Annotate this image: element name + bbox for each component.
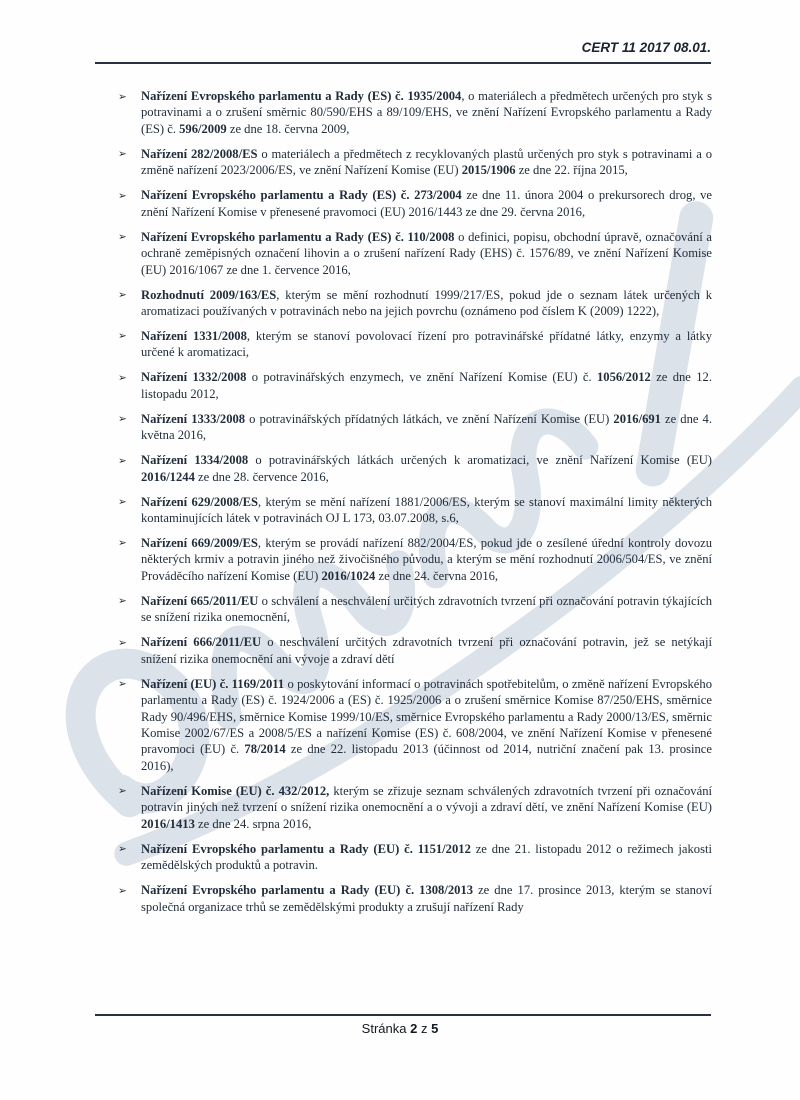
regulation-title: 2016/1024 (321, 568, 376, 583)
regulation-text: , kterým se mění nařízení 1881/2006/ES, kterým se stanoví maximální limity některých kontaminujících látek v potravinách OJ L 173, 03.07.2008, s.6, (141, 494, 713, 526)
regulation-text: o neschválení určitých zdravotních tvrzení při označování potravin, jež se netýkají snížení rizika onemocnění ani vývoje a zdraví dětí (141, 635, 713, 666)
regulation-text: ze dne 22. října 2015, (515, 163, 628, 178)
regulation-title: 2016/1244 (141, 469, 195, 484)
arrow-bullet-icon: ➢ (118, 189, 127, 202)
footer-separator: z (420, 1021, 428, 1036)
list-item (118, 535, 712, 584)
regulation-text: , kterým se provádí nařízení 882/2004/ES, pokud jde o zesílené úřední kontroly dovozu některých krmiv a potravin jiného než živočišného původu, a kterým se mění rozhodnutí 2006/504/ES, ve znění Prováděcího nařízení Komise (EU) (141, 535, 713, 583)
regulation-text: o materiálech a předmětech z recyklovaných plastů určených pro styk s potravinami a o změně nařízení 2023/2006/ES, ve znění Nařízení Komise (EU) (141, 146, 712, 178)
regulation-list (118, 88, 712, 915)
regulation-text: o schválení a neschválení určitých zdravotních tvrzení při označování potravin týkajících se snížení rizika onemocnění, (141, 593, 712, 625)
regulation-text: ze dne 11. února 2004 o prekursorech drog, ve znění Nařízení Komise v přenesené pravomoci (EU) 2016/1443 ze dne 29. června 2016, (141, 188, 712, 219)
arrow-bullet-icon: ➢ (118, 678, 127, 691)
regulation-title: Nařízení Evropského parlamentu a Rady (ES) č. 110/2008 (141, 229, 455, 244)
list-item (118, 593, 712, 626)
list-item (118, 783, 712, 832)
regulation-text: , o materiálech a předmětech určených pro styk s potravinami a o zrušení směrnic 80/590/EHS a 89/109/EHS, ve znění Nařízení Evropského parlamentu a Rady (ES) č. (141, 89, 712, 136)
list-item (118, 882, 712, 915)
list-item (118, 411, 712, 444)
arrow-bullet-icon: ➢ (118, 90, 127, 103)
regulation-text: kterým se zřizuje seznam schválených zdravotních tvrzení při označování potravin jiných než tvrzení o snížení rizika onemocnění a o vývoji a zdraví dětí, ve znění Nařízení Komise (EU) (141, 783, 712, 815)
footer-rule (95, 1014, 711, 1016)
arrow-bullet-icon: ➢ (118, 595, 127, 608)
list-item (118, 676, 712, 775)
regulation-title: 2015/1906 (461, 163, 516, 178)
page-number-footer (0, 1021, 800, 1036)
list-item (118, 452, 712, 485)
regulation-title: Nařízení 282/2008/ES (141, 146, 258, 161)
regulation-text: o potravinářských látkách určených k aromatizaci, ve znění Nařízení Komise (EU) (248, 453, 712, 468)
regulation-text: , kterým se mění rozhodnutí 1999/217/ES, pokud jde o seznam látek určených k aromatizaci používaných v potravinách nebo na jejich povrchu (oznámeno pod číslem K (2009) 1222), (141, 287, 712, 318)
regulation-title: Nařízení 665/2011/EU (141, 593, 259, 608)
regulation-text: ze dne 28. července 2016, (194, 469, 329, 484)
regulation-title: 2016/1413 (141, 816, 195, 831)
list-item (118, 187, 712, 220)
arrow-bullet-icon: ➢ (118, 330, 127, 343)
regulation-text: ze dne 17. prosince 2013, kterým se stanoví společná organizace trhů se zemědělskými produkty a zrušují nařízení Rady (141, 883, 712, 914)
regulation-title: Nařízení 669/2009/ES (141, 535, 258, 550)
arrow-bullet-icon: ➢ (118, 231, 127, 244)
footer-label: Stránka (361, 1021, 407, 1036)
regulation-text: ze dne 24. srpna 2016, (194, 816, 312, 831)
footer-page-total: 5 (431, 1021, 439, 1036)
arrow-bullet-icon: ➢ (118, 884, 127, 897)
regulation-text: ze dne 12. listopadu 2012, (141, 370, 712, 401)
regulation-title: 1056/2012 (596, 370, 651, 385)
regulation-title: Nařízení 1331/2008 (141, 328, 247, 343)
arrow-bullet-icon: ➢ (118, 289, 127, 302)
footer-page-number: 2 (410, 1021, 418, 1036)
list-item (118, 88, 712, 137)
regulation-text: ze dne 24. června 2016, (375, 568, 499, 583)
arrow-bullet-icon: ➢ (118, 785, 127, 798)
regulation-title: Nařízení 1334/2008 (141, 453, 249, 468)
arrow-bullet-icon: ➢ (118, 413, 127, 426)
arrow-bullet-icon: ➢ (118, 496, 127, 509)
list-item (118, 841, 712, 874)
header-doc-code: CERT 11 2017 08.01. (581, 40, 711, 55)
header-rule (95, 62, 711, 64)
list-item (118, 328, 712, 361)
regulation-title: Nařízení Evropského parlamentu a Rady (EU) č. 1151/2012 (141, 841, 471, 856)
list-item (118, 494, 712, 527)
arrow-bullet-icon: ➢ (118, 454, 127, 467)
list-item (118, 229, 712, 278)
regulation-title: Nařízení Evropského parlamentu a Rady (ES) č. 1935/2004 (141, 89, 462, 103)
document-body (118, 88, 712, 924)
regulation-text: ze dne 22. listopadu 2013 (účinnost od 2014, nutriční značení pak 13. prosince 2016), (141, 742, 712, 773)
regulation-title: 596/2009 (179, 121, 227, 136)
list-item (118, 287, 712, 320)
arrow-bullet-icon: ➢ (118, 636, 127, 649)
list-item (118, 634, 712, 667)
regulation-title: Nařízení Komise (EU) č. 432/2012, (141, 783, 330, 798)
regulation-title: Nařízení Evropského parlamentu a Rady (EU) č. 1308/2013 (141, 883, 474, 898)
regulation-title: Nařízení Evropského parlamentu a Rady (ES) č. 273/2004 (141, 188, 462, 203)
regulation-title: Nařízení 629/2008/ES (141, 494, 258, 509)
list-item (118, 146, 712, 179)
regulation-text: o potravinářských přídatných látkách, ve znění Nařízení Komise (EU) (245, 411, 614, 426)
regulation-text: ze dne 18. června 2009, (226, 121, 350, 136)
regulation-title: 2016/691 (613, 411, 661, 426)
regulation-text: o definici, popisu, obchodní úpravě, označování a ochraně zeměpisných označení lihovin a o zrušení nařízení Rady (EHS) č. 1576/89, ve znění Nařízení Komise (EU) 2016/1067 ze dne 1. července 2016, (141, 229, 712, 277)
list-item (118, 369, 712, 402)
regulation-text: o potravinářských enzymech, ve znění Nařízení Komise (EU) č. (246, 370, 597, 385)
regulation-text: o poskytování informací o potravinách spotřebitelům, o změně nařízení Evropského parlamentu a Rady (ES) č. 1924/2006 a (ES) č. 1925/2006 a o zrušení směrnice Komise 87/250/EHS, směrnice Rady 90/496/EHS, směrnice Komise 1999/10/ES, směrnice Evropského parlamentu a Rady 2000/13/ES, směrnic Komise 2002/67/ES a 2008/5/ES a nařízení Komise (ES) č. 608/2004, ve znění Nařízení Komise v přenesené pravomoci (EU) č. (141, 676, 712, 757)
regulation-title: Rozhodnutí 2009/163/ES (141, 287, 277, 302)
regulation-title: 78/2014 (244, 742, 286, 757)
regulation-title: Nařízení 1332/2008 (141, 370, 247, 385)
regulation-title: Nařízení 666/2011/EU (141, 635, 262, 650)
arrow-bullet-icon: ➢ (118, 371, 127, 384)
regulation-text: ze dne 21. listopadu 2012 o režimech jakosti zemědělských produktů a potravin. (141, 841, 712, 873)
arrow-bullet-icon: ➢ (118, 148, 127, 161)
regulation-text: , kterým se stanoví povolovací řízení pro potravinářské přídatné látky, enzymy a látky určené k aromatizaci, (141, 328, 713, 360)
arrow-bullet-icon: ➢ (118, 537, 127, 550)
regulation-text: ze dne 4. května 2016, (141, 411, 712, 443)
regulation-title: Nařízení 1333/2008 (141, 411, 246, 426)
regulation-title: Nařízení (EU) č. 1169/2011 (141, 676, 285, 691)
arrow-bullet-icon: ➢ (118, 843, 127, 856)
